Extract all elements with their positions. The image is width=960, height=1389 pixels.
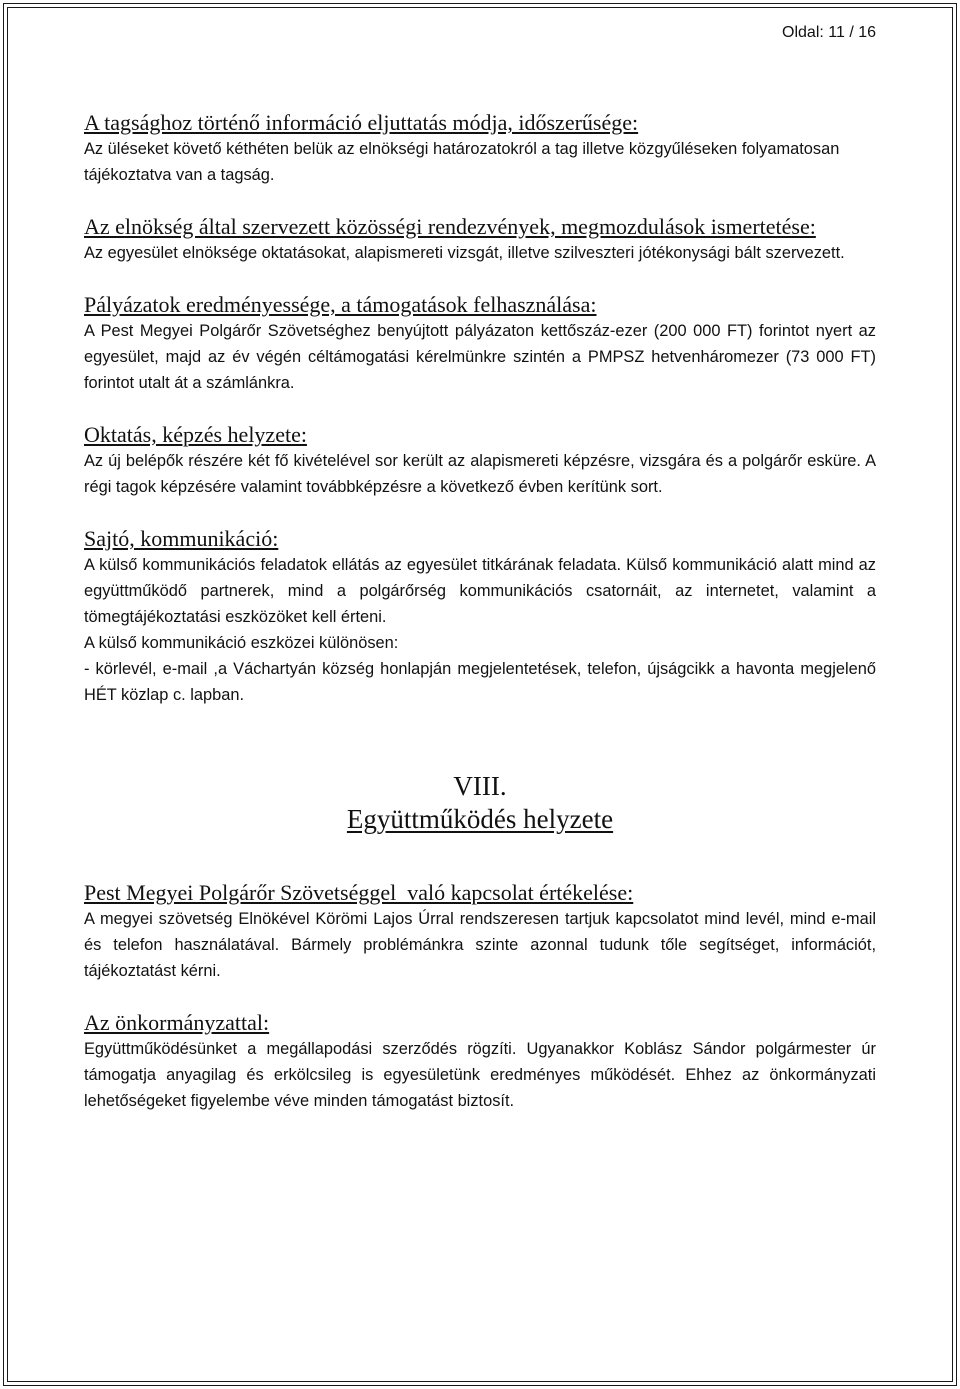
document-content <box>84 110 876 1140</box>
chapter-number: VIII. <box>453 771 507 801</box>
section-municipality <box>84 1010 876 1114</box>
section-heading: Az elnökség által szervezett közösségi rendezvények, megmozdulások ismertetése: <box>84 214 816 239</box>
section-paragraph: Együttműködésünket a megállapodási szerződés rögzíti. Ugyanakkor Koblász Sándor polgármester úr támogatja anyagilag és erkölcsileg is egyesületünk eredményes működését. Ehhez az önkormányzati lehetőségeket figyelembe véve minden támogatást biztosít. <box>84 1040 876 1110</box>
section-heading: Oktatás, képzés helyzete: <box>84 422 307 447</box>
section-heading: A tagsághoz történő információ eljuttatás módja, időszerűsége: <box>84 110 639 135</box>
section-paragraph: - körlevél, e-mail ,a Váchartyán község honlapján megjelentetések, telefon, újságcikk a havonta megjelenő HÉT közlap c. lapban. <box>84 660 876 704</box>
section-county-association <box>84 880 876 984</box>
section-heading: Pest Megyei Polgárőr Szövetséggel való kapcsolat értékelése: <box>84 880 634 905</box>
section-heading: Sajtó, kommunikáció: <box>84 526 279 551</box>
section-community-events <box>84 214 876 266</box>
section-paragraph: Az új belépők részére két fő kivételével sor került az alapismereti képzésre, vizsgára és a polgárőr esküre. A régi tagok képzésére valamint továbbképzésre a következő évben kerítünk sort. <box>84 452 876 496</box>
page-number: Oldal: 11 / 16 <box>782 24 876 41</box>
section-press-communication <box>84 526 876 708</box>
section-info-delivery <box>84 110 876 188</box>
section-grants <box>84 292 876 396</box>
section-paragraph: A Pest Megyei Polgárőr Szövetséghez benyújtott pályázaton kettőszáz-ezer (200 000 FT) forintot nyert az egyesület, majd az év végén céltámogatási kérelmünkre szintén a PMPSZ hetvenháromezer (73 000 FT) forintot utalt át a számlánkra. <box>84 322 876 392</box>
section-paragraph: A külső kommunikációs feladatok ellátás az egyesület titkárának feladata. Külső kommunikáció alatt mind az együttműködő partnerek, mind a polgárőrség kommunikációs csatornáit, az internetet, valamint a tömegtájékoztatási eszközöket kell érteni. <box>84 556 876 626</box>
section-paragraph: Az üléseket követő kéthéten belük az elnökségi határozatokról a tag illetve közgyűléseken folyamatosan tájékoztatva van a tagság. <box>84 140 840 184</box>
section-training <box>84 422 876 500</box>
section-heading: Az önkormányzattal: <box>84 1010 270 1035</box>
section-paragraph: A külső kommunikáció eszközei különösen: <box>84 634 399 652</box>
chapter-heading <box>84 770 876 836</box>
section-heading: Pályázatok eredményessége, a támogatások felhasználása: <box>84 292 597 317</box>
section-paragraph: A megyei szövetség Elnökével Körömi Lajos Úrral rendszeresen tartjuk kapcsolatot mind levél, mind e-mail és telefon használatával. Bármely problémánkra szinte azonnal tudunk tőle segítséget, információt, tájékoztatást kérni. <box>84 910 876 980</box>
chapter-title: Együttműködés helyzete <box>346 804 614 834</box>
section-paragraph: Az egyesület elnöksége oktatásokat, alapismereti vizsgát, illetve szilveszteri jótékonysági bált szervezett. <box>84 244 845 262</box>
